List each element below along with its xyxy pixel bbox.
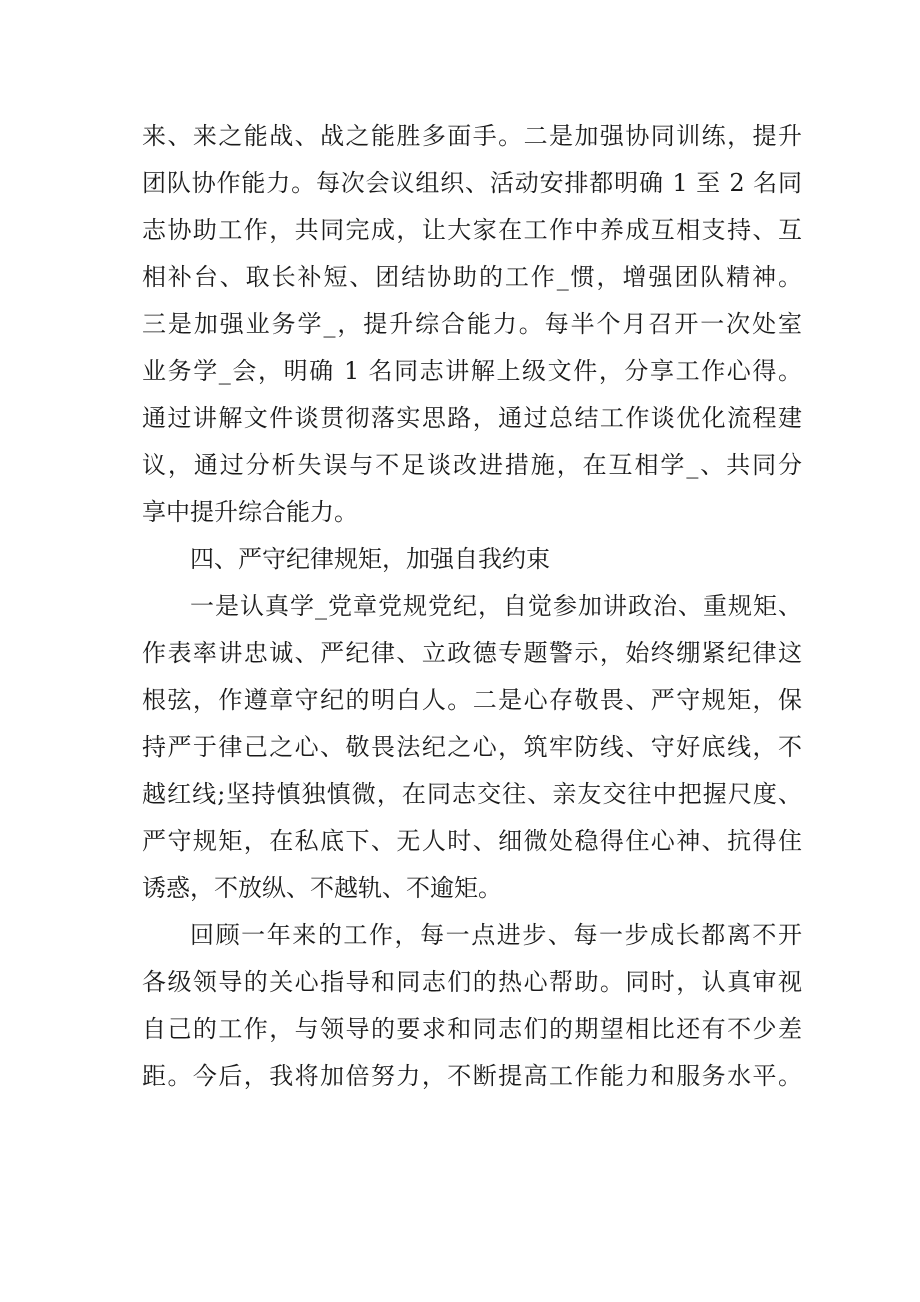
text-line: 来、来之能战、战之能胜多面手。二是加强协同训练，提升 [142, 122, 802, 150]
text-line: 议，通过分析失误与不足谈改进措施，在互相学_、共同分 [142, 451, 802, 479]
text-line: 严守规矩，在私底下、无人时、细微处稳得住心神、抗得住 [142, 827, 802, 855]
text-line: 回顾一年来的工作，每一点进步、每一步成长都离不开 [190, 921, 802, 949]
text-line: 根弦，作遵章守纪的明白人。二是心存敬畏、严守规矩，保 [142, 686, 802, 714]
text-line: 越红线;坚持慎独慎微，在同志交往、亲友交往中把握尺度、 [142, 780, 802, 808]
text-line: 团队协作能力。每次会议组织、活动安排都明确 1 至 2 名同 [142, 169, 802, 197]
paragraph-discipline [142, 583, 802, 912]
text-line: 距。今后，我将加倍努力，不断提高工作能力和服务水平。 [142, 1062, 802, 1090]
text-line: 持严于律己之心、敬畏法纪之心，筑牢防线、守好底线，不 [142, 733, 802, 761]
text-line: 自己的工作，与领导的要求和同志们的期望相比还有不少差 [142, 1015, 802, 1043]
paragraph-conclusion [142, 912, 802, 1100]
text-line: 通过讲解文件谈贯彻落实思路，通过总结工作谈优化流程建 [142, 404, 802, 432]
text-line: 业务学_会，明确 1 名同志讲解上级文件，分享工作心得。 [142, 357, 802, 385]
text-line: 各级领导的关心指导和同志们的热心帮助。同时，认真审视 [142, 968, 802, 996]
text-line: 诱惑，不放纵、不越轨、不逾矩。 [142, 874, 502, 902]
text-line: 享中提升综合能力。 [142, 498, 358, 526]
text-line: 相补台、取长补短、团结协助的工作_惯，增强团队精神。 [142, 263, 802, 291]
text-line: 志协助工作，共同完成，让大家在工作中养成互相支持、互 [142, 216, 802, 244]
heading-text: 四、严守纪律规矩，加强自我约束 [190, 545, 550, 573]
section-heading [142, 536, 802, 583]
text-line: 三是加强业务学_，提升综合能力。每半个月召开一次处室 [142, 310, 802, 338]
text-line: 一是认真学_党章党规党纪，自觉参加讲政治、重规矩、 [190, 592, 802, 620]
document-body [142, 113, 802, 1100]
paragraph-teamwork [142, 113, 802, 536]
text-line: 作表率讲忠诚、严纪律、立政德专题警示，始终绷紧纪律这 [142, 639, 802, 667]
